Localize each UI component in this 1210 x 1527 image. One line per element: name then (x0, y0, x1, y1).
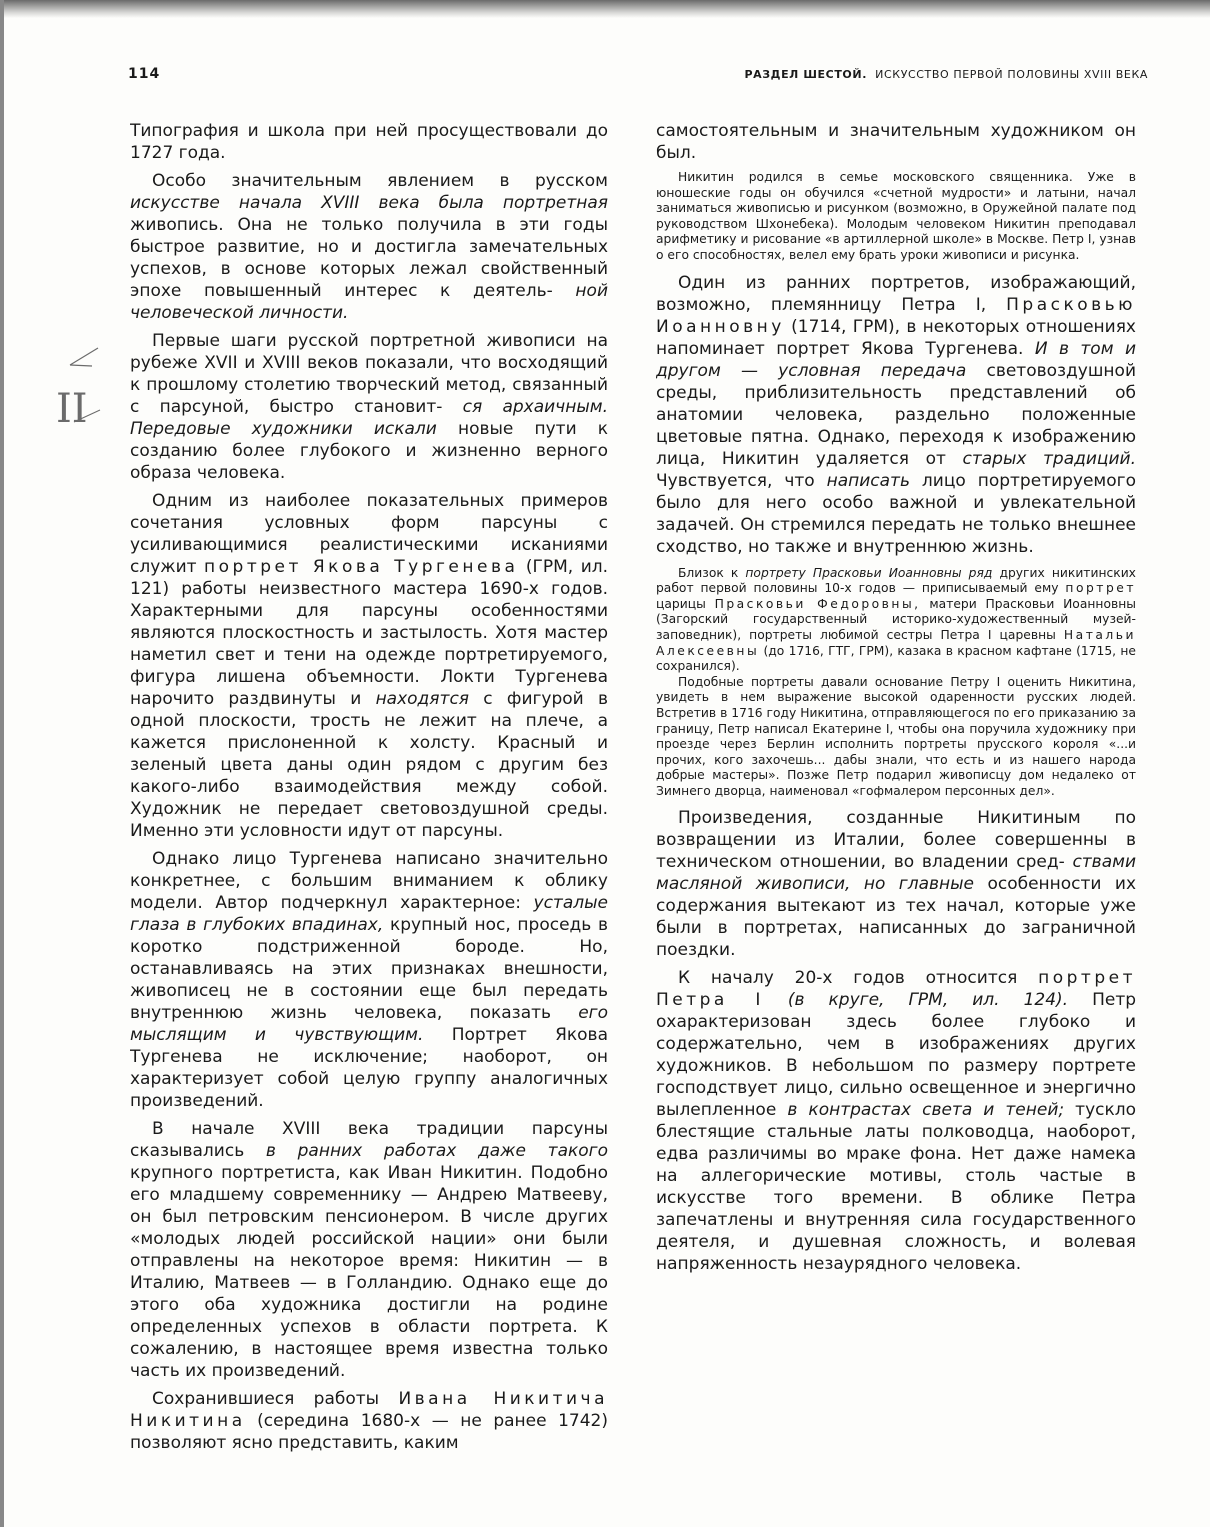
pencil-margin-mark (40, 330, 110, 440)
scan-edge-left (0, 0, 4, 1527)
paragraph: Произведения, созданные Никитиным по возвращении из Италии, более совершенны в техническом отношении, во владении сред- ствами масляной живописи, но главные особенности их содержания вытекают из тех начал, которые уже были в портретах, написанных до заграничной поездки. (656, 808, 1136, 961)
scan-edge (0, 0, 1210, 18)
page-number: 114 (128, 66, 161, 82)
highlighted-title: портрет Якова Тургенева (204, 557, 519, 577)
paragraph: Сохранившиеся работы Ивана Никитича Никитина (середина 1680-х — не ранее 1742) позволяют ясно представить, каким (130, 1389, 608, 1453)
running-header (128, 66, 1148, 84)
left-column (130, 120, 608, 1460)
paragraph: Однако лицо Тургенева написано значительно конкретнее, с большим вниманием к облику модели. Автор подчеркнул характерное: усталые глаза в глубоких впадинах, крупный нос, проседь в коротко подстриженной бороде. Но, останавливаясь на этих признаках внешности, живописец не в состоянии еще был передать внутреннюю жизнь человека, показать его мыслящим и чувствующим. Портрет Якова Тургенева не исключение; наоборот, он характеризует собой целую группу аналогичных произведений. (130, 849, 608, 1111)
highlighted-name: Ивана Никитича Никитина (130, 1389, 608, 1431)
highlighted-title: портрет Петра I (656, 968, 1136, 1011)
paragraph: Особо значительным явлением в русском искусстве начала XVIII века была портретная живопись. Она не только получила в эти годы быстрое развитие, но и достигла замечательных успехов, в основе которых лежал свойственный эпохе повышенный интерес к деятель- ной человеческой личности. (130, 171, 608, 323)
margin-note: II (56, 386, 88, 432)
section-title: ИСКУССТВО ПЕРВОЙ ПОЛОВИНЫ XVIII ВЕКА (875, 68, 1148, 81)
paragraph: В начале XVIII века традиции парсуны сказывались в ранних работах даже такого крупного портретиста, как Иван Никитин. Подобно его младшему современнику — Андрею Матвееву, он был петровским пенсионером. В числе других «молодых людей российской нации» они были отправлены на некоторое время: Никитин — в Италию, Матвеев — в Голландию. Однако еще до этого оба художника достигли на родине определенных успехов в области портрета. К сожалению, в настоящее время известна только часть их произведений. (130, 1119, 608, 1381)
highlighted-name: Прасковью Иоанновну (656, 294, 1136, 337)
paragraph: Типография и школа при ней просуществовали до 1727 года. (130, 121, 608, 163)
paragraph: К началу 20-х годов относится портрет Петра I (в круге, ГРМ, ил. 124). Петр охарактеризован здесь более глубоко и содержательно, чем в изображениях других художников. В небольшом по размеру портрете господствует лицо, сильно освещенное и энергично вылепленное в контрастах света и теней; тускло блестящие стальные латы полководца, наоборот, едва различимы во мраке фона. Нет даже намека на аллегорические мотивы, столь частые в искусстве того времени. В облике Петра запечатлены и внутренняя сила государственного деятеля, и душевная сложность, и волевая напряженность незаурядного человека. (656, 968, 1136, 1275)
paragraph: Одним из наиболее показательных примеров сочетания условных форм парсуны с усиливающимися реалистическими исканиями служит портрет Якова Тургенева (ГРМ, ил. 121) работы неизвестного мастера 1690-х годов. Характерными для парсуны особенностями являются плоскостность и застылость. Хотя мастер наметил свет и тени на одежде портретируемого, фигура лишена объемности. Локти Тургенева нарочито раздвинуты и находятся с фигурой в одной плоскости, трость не лежит на плече, а кажется прислоненной к холсту. Красный и зеленый цвета даны один рядом с другим без какого-либо взаимодействия между собой. Художник не передает световоздушной среды. Именно эти условности идут от парсуны. (130, 491, 608, 841)
small-print-paragraph: Близок к портрету Прасковьи Иоанновны ряд других никитинских работ первой половины 10-х годов — приписываемый ему портрет царицы Прасковьи Федоровны, матери Прасковьи Иоанновны (Загорский государственный историко-художественный музей-заповедник), портреты любимой сестры Петра I царевны Натальи Алексеевны (до 1716, ГТГ, ГРМ), казака в красном кафтане (1715, не сохранился). (656, 565, 1136, 674)
paragraph: Один из ранних портретов, изображающий, возможно, племянницу Петра I, Прасковью Иоанновну (1714, ГРМ), в некоторых отношениях напоминает портрет Якова Тургенева. И в том и другом — условная передача световоздушной среды, приблизительность представлений об анатомии человека, раздельно положенные цветовые пятна. Однако, переходя к изображению лица, Никитин удаляется от старых традиций. Чувствуется, что написать лицо портретируемого было для него особо важной и увлекательной задачей. Он стремился передать не только внешнее сходство, но также и внутреннюю жизнь. (656, 272, 1136, 557)
small-print-paragraph: Подобные портреты давали основание Петру I оценить Никитина, увидеть в нем выражение высокой одаренности русских людей. Встретив в 1716 году Никитина, отправляющегося по его приказанию за границу, Петр написал Екатерине I, чтобы она поручила художнику при проезде через Берлин исполнить портреты прусского короля «...и прочих, кого захочешь... дабы знали, что есть и из нашего народа добрые мастеры». Позже Петр подарил живописцу дом недалеко от Зимнего дворца, наименовал «гофмалером персонных дел». (656, 674, 1136, 798)
paragraph: самостоятельным и значительным художником он был. (656, 121, 1136, 163)
small-print-paragraph: Никитин родился в семье московского священника. Уже в юношеские годы он обучился «счетной мудрости» и латыни, начал заниматься живописью и рисунком (возможно, в Оружейной палате под руководством Шхонебека). Молодым человеком Никитин преподавал арифметику и рисование «в артиллерной школе» в Москве. Петр I, узнав о его способностях, велел ему брать уроки живописи и рисунка. (656, 170, 1136, 262)
paragraph: Первые шаги русской портретной живописи на рубеже XVII и XVIII веков показали, что восходящий к прошлому столетию творческий метод, связанный с парсуной, быстро становит- ся архаичным. Передовые художники искали новые пути к созданию более глубокого и жизненно верного образа человека. (130, 331, 608, 483)
part-title: РАЗДЕЛ ШЕСТОЙ. (744, 68, 867, 81)
running-head (744, 68, 1148, 81)
right-column (656, 120, 1136, 1460)
